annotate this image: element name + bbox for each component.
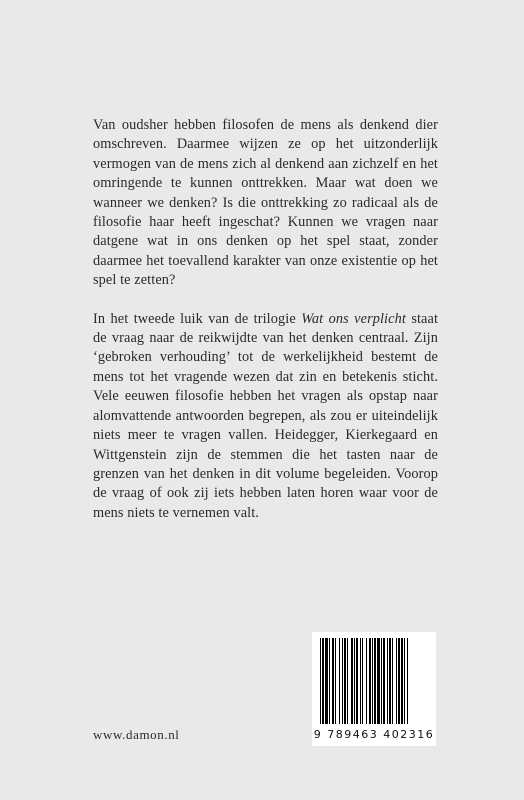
barcode-bar: [401, 638, 403, 724]
blurb-paragraph-2-body: staat de vraag naar de reikwijdte van het denken centraal. Zijn ‘gebroken verhouding’ tot de werkelijkheid bestemt de mens tot het vragende wezen dat zin en betekenis sticht. Vele eeuwen filosofie hebben het vragen als opstap naar alomvattende antwoorden begrepen, als zou er uiteindelijk niets meer te vragen vallen. Heidegger, Kierkegaard en Wittgenstein zijn de stemmen die het tasten naar de grenzen van het denken in dit volume begeleiden. Voorop de vraag of ook zij iets hebben laten horen waar voor de mens niets te vernemen valt.: [93, 310, 439, 521]
barcode-bar: [335, 638, 336, 724]
barcode-bar: [369, 638, 371, 724]
barcode-bar: [322, 638, 324, 724]
barcode-bar: [383, 638, 385, 724]
barcode-bar: [320, 638, 321, 724]
barcode-bar: [374, 638, 376, 724]
publisher-website: www.damon.nl: [93, 727, 180, 742]
isbn-barcode: [312, 632, 436, 746]
barcode-bar: [362, 638, 363, 724]
barcode-bar: [381, 638, 382, 724]
barcode-bar: [398, 638, 400, 724]
barcode-bar: [354, 638, 355, 724]
barcode-bar: [342, 638, 343, 724]
barcode-bar: [366, 638, 367, 724]
barcode-bar: [351, 638, 353, 724]
barcode-bar: [347, 638, 348, 724]
barcode-bar: [325, 638, 328, 724]
back-cover-blurb: [93, 116, 438, 523]
barcode-bar: [407, 638, 408, 724]
isbn-number: 9 789463 402316: [313, 728, 435, 741]
blurb-paragraph-2: [93, 310, 438, 523]
barcode-bar: [356, 638, 358, 724]
barcode-bar: [344, 638, 346, 724]
barcode-bar: [339, 638, 340, 724]
barcode-bar: [392, 638, 393, 724]
barcode-bar: [396, 638, 397, 724]
barcode-bar: [404, 638, 405, 724]
blurb-paragraph-2-intro: In het tweede luik van de trilogie: [93, 310, 302, 327]
blurb-paragraph-1: Van oudsher hebben filosofen de mens als denkend dier omschreven. Daarmee wijzen ze op het uitzonderlijk vermogen van de mens zich al denkend aan zichzelf en het omringende te kunnen onttrekken. Maar wat doen we wanneer we denken? Is die onttrekking zo radicaal als de filosofie haar heeft ingeschat? Kunnen we vragen naar datgene wat in ons denken op het spel staat, zonder daarmee het toevallend karakter van onze existentie op het spel te zetten?: [93, 117, 438, 289]
barcode-bar: [372, 638, 373, 724]
barcode-bar: [332, 638, 334, 724]
barcode-bar: [377, 638, 380, 724]
trilogy-title: Wat ons verplicht: [301, 310, 406, 327]
barcode-bar: [360, 638, 361, 724]
barcode-bar: [387, 638, 388, 724]
barcode-bars: [312, 632, 436, 732]
barcode-bar: [329, 638, 330, 724]
barcode-bar: [389, 638, 391, 724]
